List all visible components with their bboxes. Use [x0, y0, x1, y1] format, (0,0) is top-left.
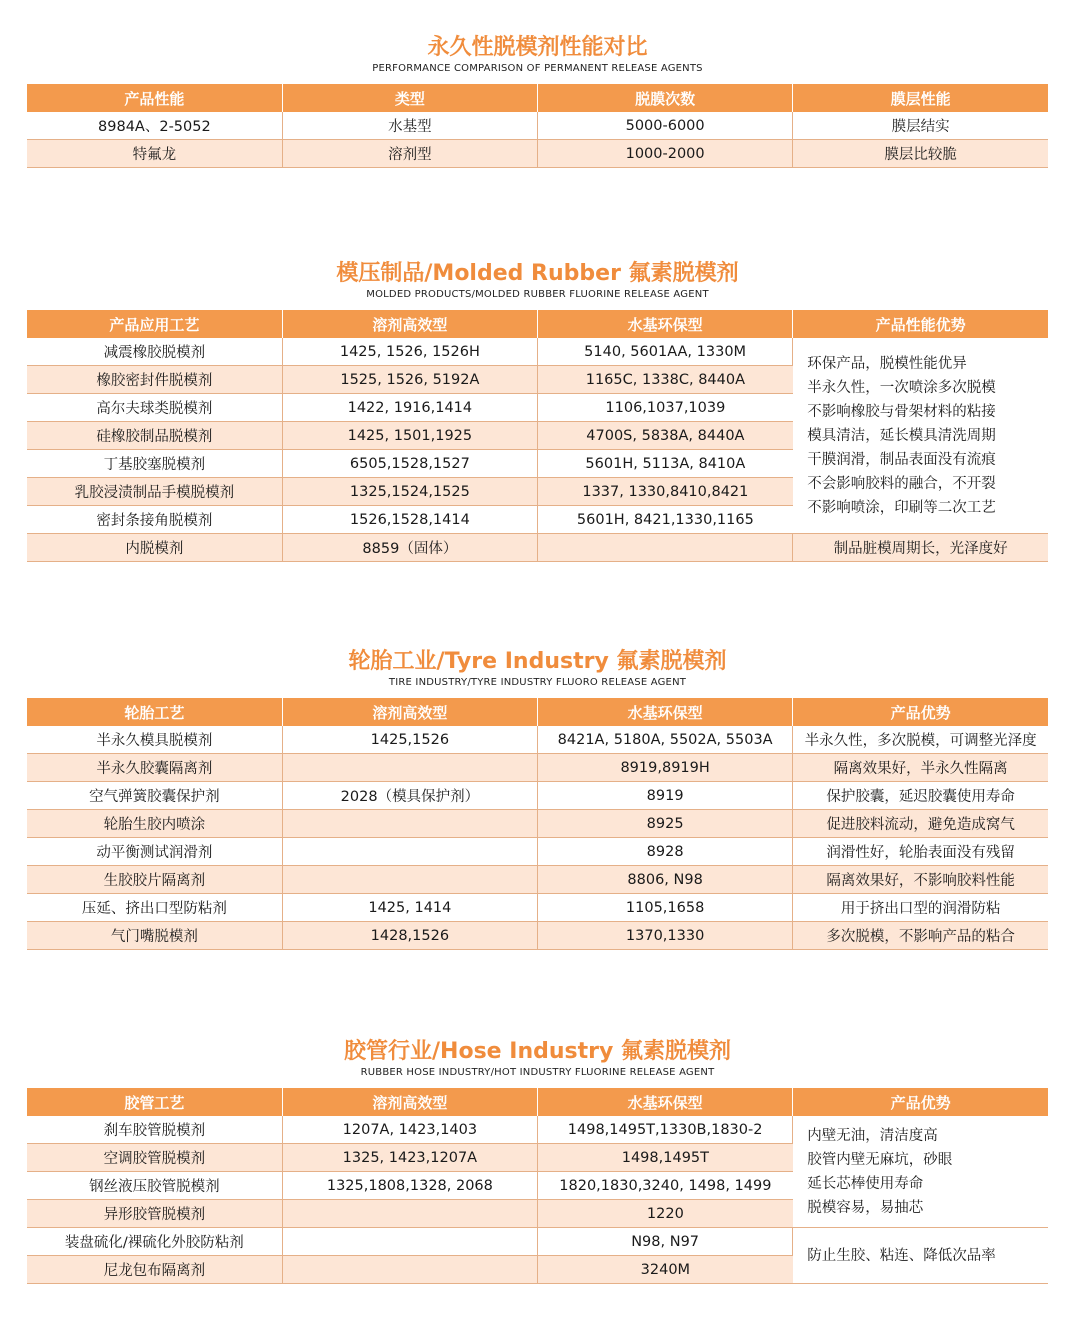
- table-cell: 高尔夫球类脱模剂: [27, 394, 282, 422]
- table-cell: 3240M: [538, 1256, 793, 1284]
- table-row: [27, 726, 1048, 754]
- table-cell: 8919: [538, 782, 793, 810]
- advantage-line: 不影响橡胶与骨架材料的粘接: [807, 403, 996, 420]
- column-header: 膜层性能: [793, 84, 1048, 112]
- table-cell: 2028（模具保护剂）: [282, 782, 537, 810]
- table-cell: 制品脏模周期长，光泽度好: [793, 534, 1048, 562]
- table-cell: 轮胎生胶内喷涂: [27, 810, 282, 838]
- table-cell: 1525, 1526, 5192A: [282, 366, 537, 394]
- column-header: 产品性能: [27, 84, 282, 112]
- column-header: 溶剂高效型: [282, 310, 537, 338]
- table-cell: 生胶胶片隔离剂: [27, 866, 282, 894]
- table-cell: 用于挤出口型的润滑防粘: [793, 894, 1048, 922]
- section-subtitle: PERFORMANCE COMPARISON OF PERMANENT RELEASE AGENTS: [372, 63, 703, 74]
- section-hose-industry: [27, 1038, 1048, 1284]
- table-cell: 1220: [538, 1200, 793, 1228]
- advantages-cell: [793, 1116, 1048, 1228]
- column-header: 水基环保型: [538, 698, 793, 726]
- column-header: 产品优势: [793, 1088, 1048, 1116]
- table-cell: 多次脱模，不影响产品的粘合: [793, 922, 1048, 950]
- table-cell: 橡胶密封件脱模剂: [27, 366, 282, 394]
- table-cell: 1425,1526: [282, 726, 537, 754]
- table-cell: 1820,1830,3240, 1498, 1499: [538, 1172, 793, 1200]
- section-title: 轮胎工业/Tyre Industry 氟素脱模剂: [348, 649, 727, 674]
- advantage-line: 不会影响胶料的融合，不开裂: [807, 475, 996, 492]
- table-cell: 1526,1528,1414: [282, 506, 537, 534]
- advantage-line: 不影响喷涂，印刷等二次工艺: [807, 499, 996, 516]
- advantage-line: 干膜润滑，制品表面没有流痕: [807, 451, 996, 468]
- table-row: [27, 338, 1048, 366]
- table-cell: 促进胶料流动，避免造成窝气: [793, 810, 1048, 838]
- table-row: [27, 838, 1048, 866]
- table-cell: [282, 810, 537, 838]
- table-row: [27, 754, 1048, 782]
- column-header: 脱膜次数: [538, 84, 793, 112]
- table-cell: [538, 534, 793, 562]
- column-header: 水基环保型: [538, 1088, 793, 1116]
- table-cell: 半永久胶囊隔离剂: [27, 754, 282, 782]
- table-row: [27, 534, 1048, 562]
- table-cell: 5601H, 5113A, 8410A: [538, 450, 793, 478]
- table-cell: 8859（固体）: [282, 534, 537, 562]
- table-cell: 8919,8919H: [538, 754, 793, 782]
- table-cell: 8806, N98: [538, 866, 793, 894]
- advantage-line: 脱模容易，易抽芯: [807, 1199, 924, 1216]
- table-cell: 1370,1330: [538, 922, 793, 950]
- table-cell: 隔离效果好，不影响胶料性能: [793, 866, 1048, 894]
- table-cell: 空调胶管脱模剂: [27, 1144, 282, 1172]
- table-cell: 8925: [538, 810, 793, 838]
- table-cell: 膜层比较脆: [793, 140, 1048, 168]
- column-header: 溶剂高效型: [282, 698, 537, 726]
- table-cell: 1498,1495T: [538, 1144, 793, 1172]
- table-cell: 刹车胶管脱模剂: [27, 1116, 282, 1144]
- table-cell: 8421A, 5180A, 5502A, 5503A: [538, 726, 793, 754]
- table-cell: 乳胶浸渍制品手模脱模剂: [27, 478, 282, 506]
- table-cell: 动平衡测试润滑剂: [27, 838, 282, 866]
- table-cell: 水基型: [282, 112, 537, 140]
- table-cell: 8984A、2-5052: [27, 112, 282, 140]
- table-row: [27, 894, 1048, 922]
- section-subtitle: MOLDED PRODUCTS/MOLDED RUBBER FLUORINE RELEASE AGENT: [366, 289, 709, 300]
- table-cell: 1428,1526: [282, 922, 537, 950]
- table-cell: 钢丝液压胶管脱模剂: [27, 1172, 282, 1200]
- table-cell: [282, 866, 537, 894]
- table-row: [27, 112, 1048, 140]
- table-row: [27, 866, 1048, 894]
- table-cell: [282, 1200, 537, 1228]
- section-subtitle: TIRE INDUSTRY/TYRE INDUSTRY FLUORO RELEASE AGENT: [388, 677, 687, 688]
- table-row: [27, 1116, 1048, 1144]
- table-cell: 6505,1528,1527: [282, 450, 537, 478]
- column-header: 产品应用工艺: [27, 310, 282, 338]
- table-cell: 1325,1524,1525: [282, 478, 537, 506]
- table-cell: 1498,1495T,1330B,1830-2: [538, 1116, 793, 1144]
- table-cell: 5140, 5601AA, 1330M: [538, 338, 793, 366]
- table-row: [27, 810, 1048, 838]
- advantages-cell: [793, 338, 1048, 534]
- section-title: 胶管行业/Hose Industry 氟素脱模剂: [344, 1039, 731, 1064]
- table-cell: 隔离效果好，半永久性隔离: [793, 754, 1048, 782]
- column-header: 产品优势: [793, 698, 1048, 726]
- table-cell: 内脱模剂: [27, 534, 282, 562]
- table-cell: 8928: [538, 838, 793, 866]
- table-cell: 减震橡胶脱模剂: [27, 338, 282, 366]
- table-row: [27, 140, 1048, 168]
- column-header: 类型: [282, 84, 537, 112]
- table-cell: 1337, 1330,8410,8421: [538, 478, 793, 506]
- comparison-table: [27, 84, 1048, 168]
- table-cell: 半永久模具脱模剂: [27, 726, 282, 754]
- table-cell: 保护胶囊，延迟胶囊使用寿命: [793, 782, 1048, 810]
- table-cell: 膜层结实: [793, 112, 1048, 140]
- section-title: 模压制品/Molded Rubber 氟素脱模剂: [336, 261, 739, 286]
- advantage-line: 防止生胶、粘连、降低次品率: [807, 1247, 996, 1264]
- table-cell: [282, 1256, 537, 1284]
- advantage-line: 模具清洁，延长模具清洗周期: [807, 427, 996, 444]
- table-cell: [282, 754, 537, 782]
- table-cell: 1422, 1916,1414: [282, 394, 537, 422]
- table-cell: 1425, 1414: [282, 894, 537, 922]
- table-cell: 压延、挤出口型防粘剂: [27, 894, 282, 922]
- table-cell: [282, 1228, 537, 1256]
- table-cell: 1000-2000: [538, 140, 793, 168]
- column-header: 产品性能优势: [793, 310, 1048, 338]
- advantage-line: 环保产品，脱模性能优异: [807, 355, 967, 372]
- section-molded-rubber: [27, 260, 1048, 562]
- table-cell: 5000-6000: [538, 112, 793, 140]
- table-cell: 1425, 1526, 1526H: [282, 338, 537, 366]
- table-cell: 特氟龙: [27, 140, 282, 168]
- table-row: [27, 782, 1048, 810]
- table-cell: 气门嘴脱模剂: [27, 922, 282, 950]
- table-cell: 润滑性好，轮胎表面没有残留: [793, 838, 1048, 866]
- table-cell: 1325,1808,1328, 2068: [282, 1172, 537, 1200]
- table-cell: 溶剂型: [282, 140, 537, 168]
- hose-table: [27, 1088, 1048, 1284]
- molded-rubber-table: [27, 310, 1048, 562]
- advantage-line: 延长芯棒使用寿命: [807, 1175, 924, 1192]
- table-cell: 1165C, 1338C, 8440A: [538, 366, 793, 394]
- table-cell: 1105,1658: [538, 894, 793, 922]
- column-header: 轮胎工艺: [27, 698, 282, 726]
- table-cell: 5601H, 8421,1330,1165: [538, 506, 793, 534]
- section-subtitle: RUBBER HOSE INDUSTRY/HOT INDUSTRY FLUORINE RELEASE AGENT: [360, 1067, 715, 1078]
- section-title: 永久性脱模剂性能对比: [427, 35, 648, 60]
- advantage-line: 半永久性，一次喷涂多次脱模: [807, 379, 996, 396]
- column-header: 溶剂高效型: [282, 1088, 537, 1116]
- table-cell: 1106,1037,1039: [538, 394, 793, 422]
- table-cell: [282, 838, 537, 866]
- table-row: [27, 1228, 1048, 1256]
- table-row: [27, 922, 1048, 950]
- table-cell: 装盘硫化/裸硫化外胶防粘剂: [27, 1228, 282, 1256]
- table-cell: 空气弹簧胶囊保护剂: [27, 782, 282, 810]
- section-tyre-industry: [27, 648, 1048, 950]
- table-cell: 尼龙包布隔离剂: [27, 1256, 282, 1284]
- table-cell: 丁基胶塞脱模剂: [27, 450, 282, 478]
- table-cell: 1325, 1423,1207A: [282, 1144, 537, 1172]
- section-permanent-comparison: [27, 34, 1048, 168]
- table-cell: 半永久性，多次脱模，可调整光泽度: [793, 726, 1048, 754]
- table-cell: 4700S, 5838A, 8440A: [538, 422, 793, 450]
- advantage-line: 胶管内壁无麻坑，砂眼: [807, 1151, 953, 1168]
- table-cell: 1207A, 1423,1403: [282, 1116, 537, 1144]
- advantage-line: 内壁无油，清洁度高: [807, 1127, 938, 1144]
- column-header: 胶管工艺: [27, 1088, 282, 1116]
- table-cell: 异形胶管脱模剂: [27, 1200, 282, 1228]
- tyre-table: [27, 698, 1048, 950]
- advantages-cell: [793, 1228, 1048, 1284]
- table-cell: 1425, 1501,1925: [282, 422, 537, 450]
- table-cell: 密封条接角脱模剂: [27, 506, 282, 534]
- table-cell: N98, N97: [538, 1228, 793, 1256]
- column-header: 水基环保型: [538, 310, 793, 338]
- table-cell: 硅橡胶制品脱模剂: [27, 422, 282, 450]
